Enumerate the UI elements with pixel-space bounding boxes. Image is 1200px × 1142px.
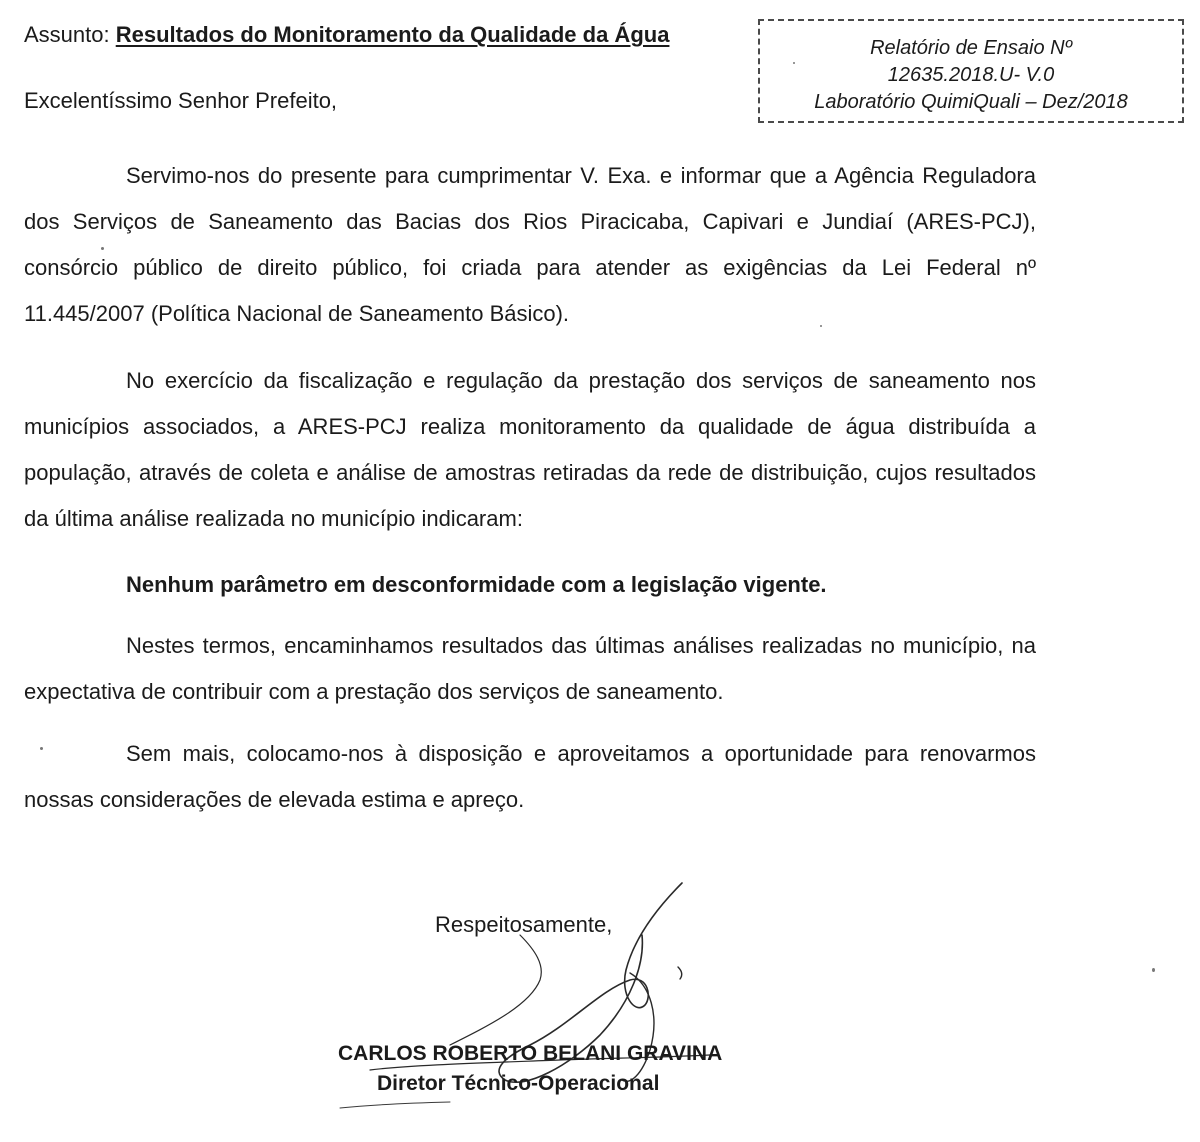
signer-role: Diretor Técnico-Operacional	[377, 1072, 660, 1095]
subject-line	[24, 20, 669, 50]
paragraph-introduction: Servimo-nos do presente para cumprimentar V. Exa. e informar que a Agência Reguladora dos Serviços de Saneamento das Bacias dos Rios Piracicaba, Capivari e Jundiaí (ARES-PCJ), consórcio público de direito público, foi criada para atender as exigências da Lei Federal nº 11.445/2007 (Política Nacional de Saneamento Básico).	[24, 163, 1036, 326]
paper-speck	[40, 747, 43, 750]
report-reference-box	[758, 19, 1184, 123]
result-statement: Nenhum parâmetro em desconformidade com a legislação vigente.	[126, 572, 827, 597]
report-box-line-2: 12635.2018.U- V.0	[887, 64, 1055, 86]
paper-speck	[793, 62, 795, 64]
paper-speck	[820, 325, 822, 327]
subject-label: Assunto:	[24, 22, 116, 47]
paper-speck	[101, 247, 104, 250]
signer-name: CARLOS ROBERTO BELANI GRAVINA	[338, 1042, 723, 1065]
paragraph-monitoring: No exercício da fiscalização e regulação da prestação dos serviços de saneamento nos municípios associados, a ARES-PCJ realiza monitoramento da qualidade de água distribuída a população, através de coleta e análise de amostras retiradas da rede de distribuição, cujos resultados da última análise realizada no município indicaram:	[24, 368, 1036, 531]
salutation: Excelentíssimo Senhor Prefeito,	[24, 88, 338, 113]
subject-title: Resultados do Monitoramento da Qualidade da Água	[115, 22, 670, 47]
closing-salutation: Respeitosamente,	[435, 912, 613, 937]
report-box-line-3: Laboratório QuimiQuali – Dez/2018	[814, 91, 1128, 113]
paper-speck	[1152, 968, 1155, 972]
paragraph-closing: Sem mais, colocamo-nos à disposição e aproveitamos a oportunidade para renovarmos nossas considerações de elevada estima e apreço.	[24, 741, 1036, 812]
paragraph-results: Nestes termos, encaminhamos resultados das últimas análises realizadas no município, na expectativa de contribuir com a prestação dos serviços de saneamento.	[24, 633, 1036, 704]
report-box-line-1: Relatório de Ensaio Nº	[870, 37, 1072, 59]
